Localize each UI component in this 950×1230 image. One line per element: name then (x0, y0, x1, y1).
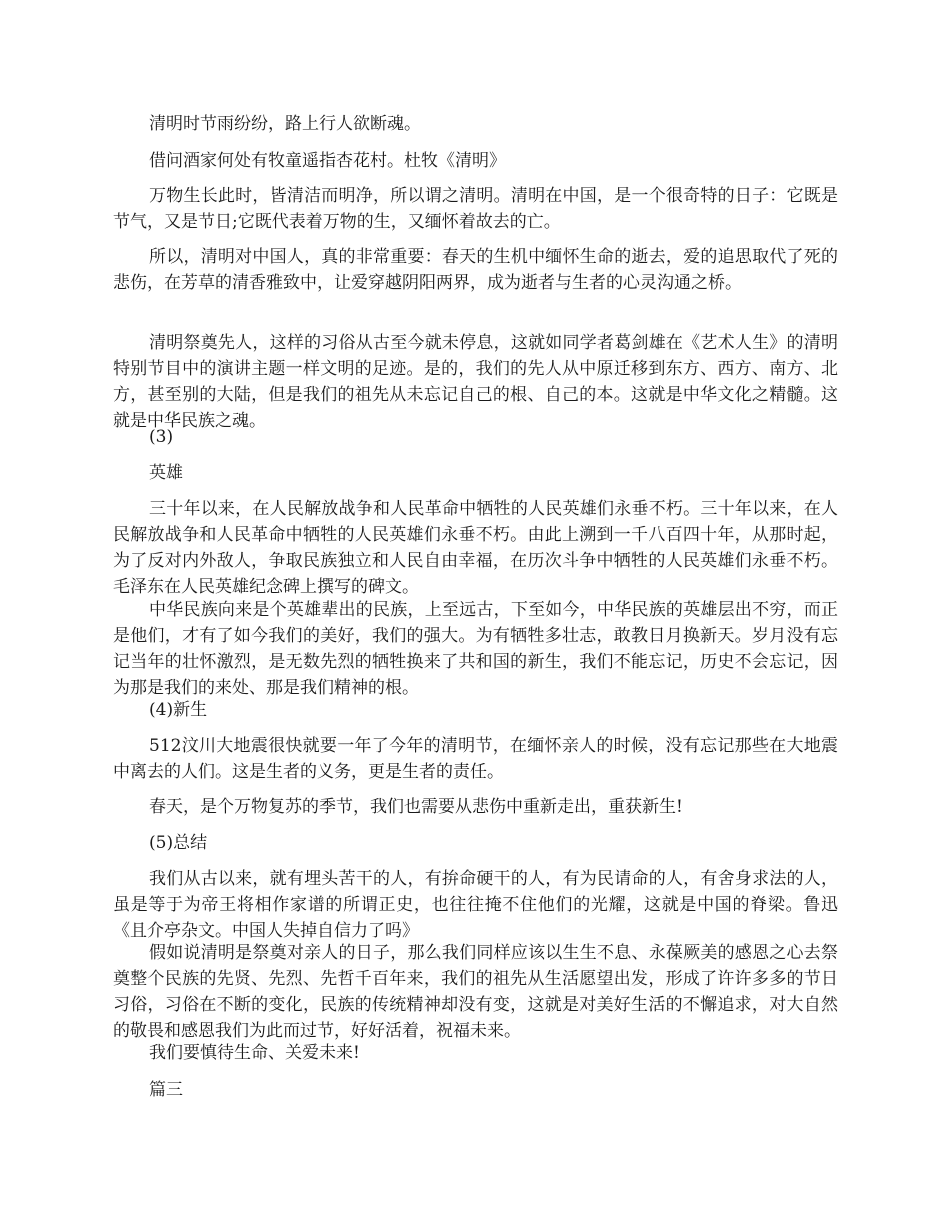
paragraph: 512汶川大地震很快就要一年了今年的清明节，在缅怀亲人的时候，没有忘记那些在大地震中离去的人们。这是生者的义务，更是生者的责任。 (113, 736, 838, 782)
paragraph: 借问酒家何处有牧童遥指杏花村。杜牧《清明》 (149, 151, 506, 171)
section-heading: (5)总结 (149, 833, 208, 853)
section-number: (3) (149, 427, 174, 447)
paragraph: 清明祭奠先人，这样的习俗从古至今就未停息，这就如同学者葛剑雄在《艺术人生》的清明特别节目中的演讲主题一样文明的足迹。是的，我们的先人从中原迁移到东方、西方、南方、北方，甚至别的大陆，但是我们的祖先从未忘记自己的根、自己的本。这就是中华文化之精髓。这就是中华民族之魂。 (113, 333, 838, 431)
paragraph: 万物生长此时，皆清洁而明净，所以谓之清明。清明在中国，是一个很奇特的日子：它既是节气，又是节日;它既代表着万物的生，又缅怀着故去的亡。 (113, 186, 838, 232)
paragraph: 中华民族向来是个英雄辈出的民族，上至远古，下至如今，中华民族的英雄层出不穷，而正是他们，才有了如今我们的美好，我们的强大。为有牺牲多壮志，敢教日月换新天。岁月没有忘记当年的壮怀激烈，是无数先烈的牺牲换来了共和国的新生，我们不能忘记，历史不会忘记，因为那是我们的来处、那是我们精神的根。 (113, 600, 838, 698)
paragraph: 我们要慎待生命、关爱未来! (149, 1043, 360, 1063)
section-heading: 英雄 (149, 463, 183, 483)
paragraph: 所以，清明对中国人，真的非常重要：春天的生机中缅怀生命的逝去，爱的追思取代了死的悲伤，在芳草的清香雅致中，让爱穿越阴阳两界，成为逝者与生者的心灵沟通之桥。 (113, 247, 838, 293)
paragraph: 清明时节雨纷纷，路上行人欲断魂。 (149, 114, 421, 134)
paragraph: 三十年以来，在人民解放战争和人民革命中牺牲的人民英雄们永垂不朽。三十年以来，在人民解放战争和人民革命中牺牲的人民英雄们永垂不朽。由此上溯到一千八百四十年，从那时起，为了反对内外敌人，争取民族独立和人民自由幸福，在历次斗争中牺牲的人民英雄们永垂不朽。毛泽东在人民英雄纪念碑上撰写的碑文。 (113, 499, 838, 597)
section-heading: (4)新生 (149, 700, 208, 720)
section-heading: 篇三 (149, 1080, 183, 1100)
paragraph: 我们从古以来，就有埋头苦干的人，有拚命硬干的人，有为民请命的人，有舍身求法的人，虽是等于为帝王将相作家谱的所谓正史，也往往掩不住他们的光耀，这就是中国的脊梁。鲁迅《且介亭杂文。中国人失掉自信力了吗》 (113, 869, 838, 941)
paragraph: 假如说清明是祭奠对亲人的日子，那么我们同样应该以生生不息、永葆厥美的感恩之心去祭奠整个民族的先贤、先烈、先哲千百年来，我们的祖先从生活愿望出发，形成了许许多多的节日习俗，习俗在不断的变化，民族的传统精神却没有变，这就是对美好生活的不懈追求，对大自然的敬畏和感恩我们为此而过节，好好活着，祝福未来。 (113, 943, 838, 1041)
paragraph: 春天，是个万物复苏的季节，我们也需要从悲伤中重新走出，重获新生! (149, 797, 683, 817)
